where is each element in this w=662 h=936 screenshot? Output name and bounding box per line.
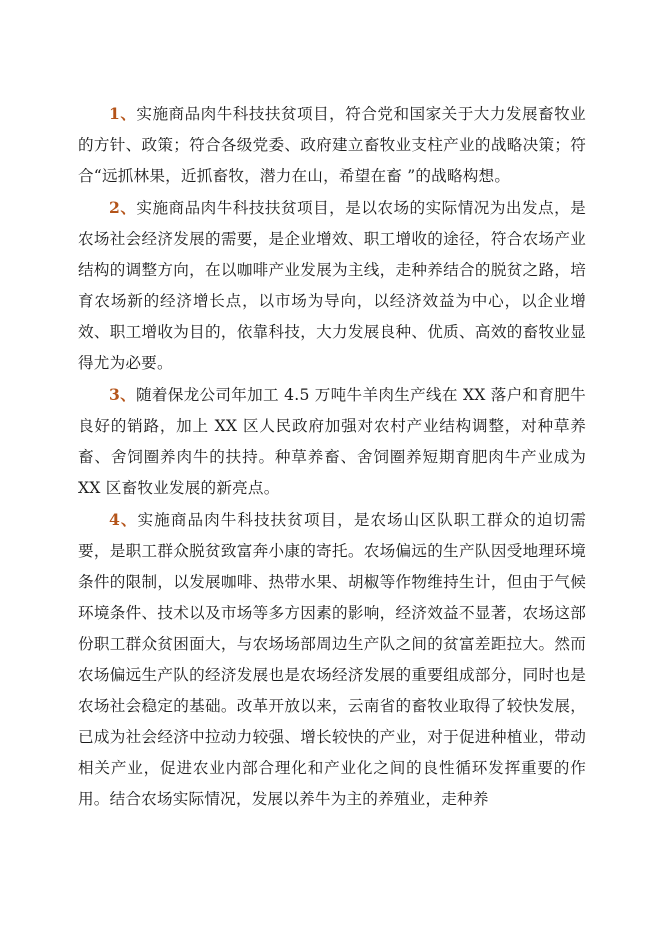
document-body bbox=[78, 98, 586, 815]
paragraph-number: 4、 bbox=[109, 510, 138, 529]
paragraph-text: 实施商品肉牛科技扶贫项目，是农场山区队职工群众的迫切需要，是职工群众脱贫致富奔小康的寄托。农场偏远的生产队因受地理环境条件的限制，以发展咖啡、热带水果、胡椒等作物维持生计，但由于气候环境条件、技术以及市场等多方因素的影响，经济效益不显著，农场这部份职工群众贫困面大，与农场场部周边生产队之间的贫富差距拉大。然而农场偏远生产队的经济发展也是农场经济发展的重要组成部分，同时也是农场社会稳定的基础。改革开放以来，云南省的畜牧业取得了较快发展，已成为社会经济中拉动力较强、增长较快的产业，对于促进种植业，带动相关产业，促进农业内部合理化和产业化之间的良性循环发挥重要的作用。结合农场实际情况，发展以养牛为主的养殖业，走种养 bbox=[78, 511, 586, 808]
paragraph-2 bbox=[78, 192, 586, 379]
paragraph-1 bbox=[78, 98, 586, 192]
paragraph-3 bbox=[78, 379, 586, 504]
paragraph-text: 随着保龙公司年加工 4.5 万吨牛羊肉生产线在 XX 落户和育肥牛良好的销路，加上 XX 区人民政府加强对农村产业结构调整，对种草养畜、舍饲圈养肉牛的扶持。种草养畜、舍饲圈养短期育肥肉牛产业成为 XX 区畜牧业发展的新亮点。 bbox=[78, 386, 586, 497]
paragraph-text: 实施商品肉牛科技扶贫项目，是以农场的实际情况为出发点，是农场社会经济发展的需要，是企业增效、职工增收的途径，符合农场产业结构的调整方向，在以咖啡产业发展为主线，走种养结合的脱贫之路，培育农场新的经济增长点，以市场为导向，以经济效益为中心，以企业增效、职工增收为目的，依靠科技，大力发展良种、优质、高效的畜牧业显得尤为必要。 bbox=[78, 199, 586, 372]
paragraph-number: 1、 bbox=[109, 104, 137, 123]
paragraph-4 bbox=[78, 504, 586, 815]
paragraph-number: 3、 bbox=[109, 385, 137, 404]
paragraph-number: 2、 bbox=[109, 198, 137, 217]
paragraph-text: 实施商品肉牛科技扶贫项目，符合党和国家关于大力发展畜牧业的方针、政策；符合各级党委、政府建立畜牧业支柱产业的战略决策；符合“远抓林果，近抓畜牧，潜力在山，希望在畜 ”的战略构想。 bbox=[78, 105, 586, 185]
